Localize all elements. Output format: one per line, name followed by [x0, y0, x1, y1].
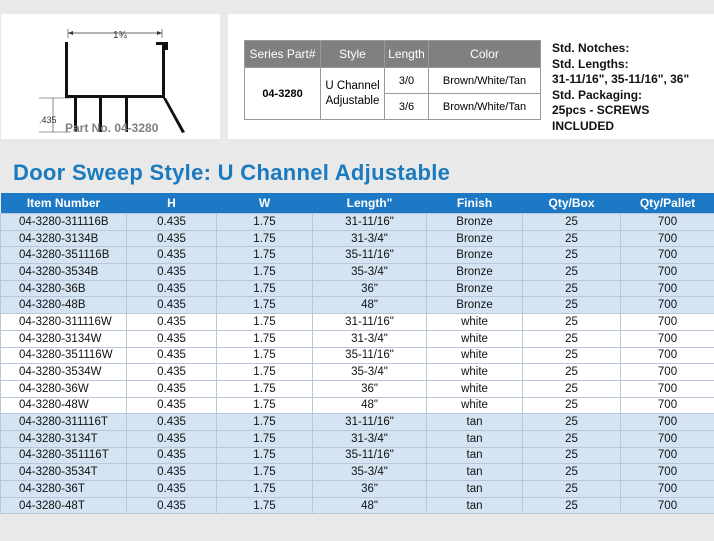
table-row [1, 380, 714, 397]
cell-finish: tan [427, 414, 523, 431]
cell-finish: tan [427, 464, 523, 481]
cell-qty-box: 25 [523, 247, 621, 264]
table-row [1, 280, 714, 297]
series-row [245, 68, 541, 94]
cell-item-number: 04-3280-3534T [1, 464, 127, 481]
table-row [1, 397, 714, 414]
cell-length: 36" [313, 280, 427, 297]
table-row [1, 314, 714, 331]
series-table-header [245, 41, 541, 68]
cell-qty-pallet: 700 [621, 247, 714, 264]
cell-h: 0.435 [127, 430, 217, 447]
series-header-color: Color [429, 41, 541, 68]
cell-item-number: 04-3280-3134B [1, 230, 127, 247]
cell-item-number: 04-3280-48T [1, 497, 127, 514]
cell-qty-box: 25 [523, 347, 621, 364]
header-item-number: Item Number [1, 193, 127, 214]
header-finish: Finish [427, 193, 523, 214]
cell-item-number: 04-3280-311116W [1, 314, 127, 331]
cell-h: 0.435 [127, 314, 217, 331]
dimension-height-label: .435 [39, 115, 57, 125]
header-qty-pallet: Qty/Pallet [621, 193, 714, 214]
cell-item-number: 04-3280-36B [1, 280, 127, 297]
cell-qty-box: 25 [523, 447, 621, 464]
table-row [1, 497, 714, 514]
cell-item-number: 04-3280-351116T [1, 447, 127, 464]
cell-w: 1.75 [217, 247, 313, 264]
cell-w: 1.75 [217, 214, 313, 231]
cell-length: 36" [313, 380, 427, 397]
cell-length: 48" [313, 497, 427, 514]
cell-qty-pallet: 700 [621, 314, 714, 331]
series-table [244, 40, 541, 120]
cell-qty-pallet: 700 [621, 464, 714, 481]
std-note-line: Std. Notches: [552, 41, 630, 55]
cell-w: 1.75 [217, 430, 313, 447]
items-table-body [1, 214, 714, 514]
table-row [1, 330, 714, 347]
cell-w: 1.75 [217, 314, 313, 331]
cell-qty-box: 25 [523, 430, 621, 447]
cell-w: 1.75 [217, 447, 313, 464]
header-length: Length" [313, 193, 427, 214]
table-row [1, 214, 714, 231]
table-row [1, 414, 714, 431]
series-style-line1: U Channel [325, 79, 380, 92]
table-row [1, 464, 714, 481]
cell-qty-box: 25 [523, 414, 621, 431]
cell-h: 0.435 [127, 464, 217, 481]
cell-h: 0.435 [127, 497, 217, 514]
cell-item-number: 04-3280-48B [1, 297, 127, 314]
series-color: Brown/White/Tan [429, 94, 541, 120]
profile-drawing-panel [1, 14, 220, 139]
cell-qty-box: 25 [523, 214, 621, 231]
series-header-part: Series Part# [245, 41, 321, 68]
cell-item-number: 04-3280-3134T [1, 430, 127, 447]
cell-length: 35-11/16" [313, 347, 427, 364]
cell-finish: white [427, 397, 523, 414]
cell-finish: white [427, 314, 523, 331]
table-row [1, 447, 714, 464]
cell-item-number: 04-3280-36W [1, 380, 127, 397]
cell-length: 35-3/4" [313, 264, 427, 281]
cell-h: 0.435 [127, 364, 217, 381]
cell-qty-box: 25 [523, 380, 621, 397]
series-color: Brown/White/Tan [429, 68, 541, 94]
header-h: H [127, 193, 217, 214]
cell-h: 0.435 [127, 247, 217, 264]
cell-qty-pallet: 700 [621, 280, 714, 297]
cell-w: 1.75 [217, 397, 313, 414]
series-header-length: Length [385, 41, 429, 68]
cell-qty-box: 25 [523, 397, 621, 414]
series-length: 3/6 [385, 94, 429, 120]
cell-finish: white [427, 347, 523, 364]
cell-w: 1.75 [217, 264, 313, 281]
dimension-width-label: 1¾ [113, 30, 127, 41]
cell-item-number: 04-3280-36T [1, 481, 127, 498]
cell-finish: tan [427, 447, 523, 464]
table-row [1, 264, 714, 281]
cell-w: 1.75 [217, 497, 313, 514]
cell-qty-pallet: 700 [621, 347, 714, 364]
cell-finish: white [427, 330, 523, 347]
cell-qty-box: 25 [523, 497, 621, 514]
items-table [0, 193, 714, 514]
table-row [1, 364, 714, 381]
cell-qty-pallet: 700 [621, 297, 714, 314]
cell-qty-box: 25 [523, 330, 621, 347]
cell-finish: Bronze [427, 214, 523, 231]
cell-qty-box: 25 [523, 314, 621, 331]
cell-length: 35-11/16" [313, 247, 427, 264]
table-row [1, 247, 714, 264]
cell-finish: white [427, 364, 523, 381]
cell-h: 0.435 [127, 330, 217, 347]
cell-item-number: 04-3280-351116W [1, 347, 127, 364]
cell-item-number: 04-3280-311116B [1, 214, 127, 231]
cell-w: 1.75 [217, 297, 313, 314]
header-w: W [217, 193, 313, 214]
series-part-number: 04-3280 [245, 68, 321, 120]
cell-h: 0.435 [127, 447, 217, 464]
cell-qty-pallet: 700 [621, 481, 714, 498]
cell-w: 1.75 [217, 414, 313, 431]
cell-h: 0.435 [127, 397, 217, 414]
header-qty-box: Qty/Box [523, 193, 621, 214]
cell-h: 0.435 [127, 280, 217, 297]
std-note-line: INCLUDED [552, 118, 614, 133]
cell-qty-pallet: 700 [621, 230, 714, 247]
cell-item-number: 04-3280-3534W [1, 364, 127, 381]
cell-length: 31-3/4" [313, 430, 427, 447]
cell-qty-box: 25 [523, 280, 621, 297]
cell-length: 31-3/4" [313, 330, 427, 347]
cell-finish: Bronze [427, 264, 523, 281]
page-title: Door Sweep Style: U Channel Adjustable [13, 160, 451, 185]
std-note-line: Std. Packaging: [552, 87, 643, 102]
cell-h: 0.435 [127, 347, 217, 364]
cell-w: 1.75 [217, 280, 313, 297]
cell-finish: tan [427, 481, 523, 498]
series-style-line2: Adjustable [325, 94, 380, 107]
cell-qty-box: 25 [523, 230, 621, 247]
cell-item-number: 04-3280-311116T [1, 414, 127, 431]
table-row [1, 230, 714, 247]
part-number-label: Part No. 04-3280 [65, 121, 159, 135]
std-note-line: Std. Lengths: [552, 56, 629, 71]
cell-w: 1.75 [217, 347, 313, 364]
cell-w: 1.75 [217, 380, 313, 397]
cell-length: 31-11/16" [313, 214, 427, 231]
cell-length: 35-11/16" [313, 447, 427, 464]
cell-length: 48" [313, 297, 427, 314]
cell-item-number: 04-3280-3134W [1, 330, 127, 347]
table-row [1, 430, 714, 447]
cell-h: 0.435 [127, 414, 217, 431]
cell-w: 1.75 [217, 364, 313, 381]
cell-qty-pallet: 700 [621, 497, 714, 514]
series-style [321, 68, 385, 120]
cell-qty-pallet: 700 [621, 330, 714, 347]
cell-item-number: 04-3280-48W [1, 397, 127, 414]
cell-item-number: 04-3280-3534B [1, 264, 127, 281]
cell-finish: Bronze [427, 280, 523, 297]
cell-length: 35-3/4" [313, 364, 427, 381]
cell-length: 48" [313, 397, 427, 414]
cell-qty-pallet: 700 [621, 264, 714, 281]
cell-qty-pallet: 700 [621, 447, 714, 464]
cell-length: 31-11/16" [313, 414, 427, 431]
cell-qty-pallet: 700 [621, 214, 714, 231]
series-header-style: Style [321, 41, 385, 68]
cell-w: 1.75 [217, 464, 313, 481]
cell-qty-pallet: 700 [621, 430, 714, 447]
cell-qty-box: 25 [523, 364, 621, 381]
cell-w: 1.75 [217, 230, 313, 247]
cell-qty-pallet: 700 [621, 380, 714, 397]
table-row [1, 297, 714, 314]
cell-finish: tan [427, 430, 523, 447]
cell-finish: Bronze [427, 247, 523, 264]
cell-h: 0.435 [127, 230, 217, 247]
cell-length: 36" [313, 481, 427, 498]
cell-length: 35-3/4" [313, 464, 427, 481]
cell-qty-box: 25 [523, 464, 621, 481]
items-table-header [1, 193, 714, 214]
series-length: 3/0 [385, 68, 429, 94]
cell-w: 1.75 [217, 481, 313, 498]
standard-notes [552, 41, 689, 134]
table-row [1, 481, 714, 498]
cell-item-number: 04-3280-351116B [1, 247, 127, 264]
cell-finish: tan [427, 497, 523, 514]
cell-qty-box: 25 [523, 481, 621, 498]
cell-finish: white [427, 380, 523, 397]
cell-h: 0.435 [127, 297, 217, 314]
cell-w: 1.75 [217, 330, 313, 347]
cell-finish: Bronze [427, 297, 523, 314]
cell-qty-pallet: 700 [621, 414, 714, 431]
cell-length: 31-3/4" [313, 230, 427, 247]
table-row [1, 347, 714, 364]
cell-h: 0.435 [127, 264, 217, 281]
cell-qty-pallet: 700 [621, 364, 714, 381]
cell-h: 0.435 [127, 214, 217, 231]
cell-finish: Bronze [427, 230, 523, 247]
cell-h: 0.435 [127, 481, 217, 498]
std-note-line: 25pcs - SCREWS [552, 103, 650, 117]
cell-qty-box: 25 [523, 297, 621, 314]
cell-length: 31-11/16" [313, 314, 427, 331]
std-note-line: 31-11/16", 35-11/16", 36" [552, 72, 690, 86]
cell-qty-pallet: 700 [621, 397, 714, 414]
cell-qty-box: 25 [523, 264, 621, 281]
cell-h: 0.435 [127, 380, 217, 397]
